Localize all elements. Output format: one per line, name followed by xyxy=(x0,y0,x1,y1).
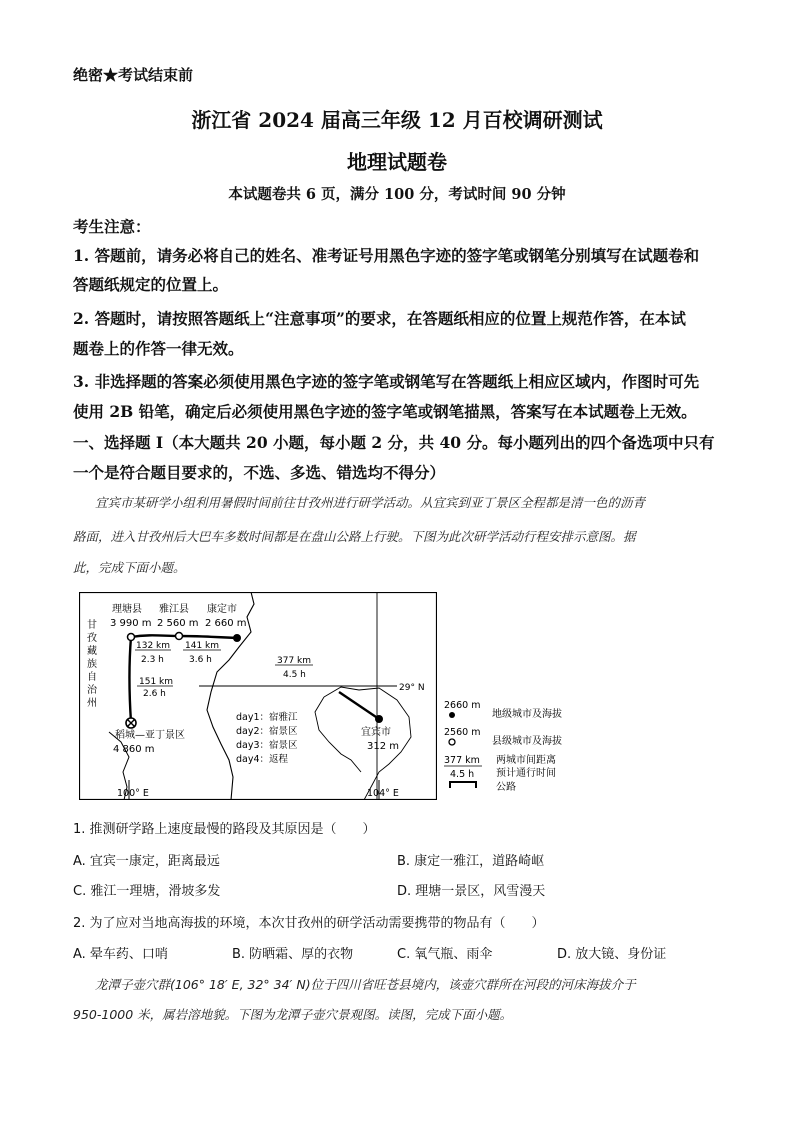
legend-city-label: 地级城市及海拔 xyxy=(492,709,562,720)
q1-option-c[interactable]: C. 雅江一理塘，滑坡多发 xyxy=(73,884,221,899)
q1-option-b[interactable]: B. 康定一雅江，道路崎岖 xyxy=(397,854,545,869)
passage-2-line-1: 龙潭子壶穴群(106° 18′ E, 32° 34′ N)位于四川省旺苍县境内，该壶穴群所在河段的河床海拔介于 xyxy=(95,977,636,992)
passage-1-line-2: 路面，进入甘孜州后大巴车多数时间都是在盘山公路上行驶。下图为此次研学活动行程安排示意图。据 xyxy=(73,529,636,544)
legend-county-marker xyxy=(449,739,455,745)
exam-title: 浙江省 2024 届高三年级 12 月百校调研测试 xyxy=(191,108,603,132)
dist-4-time: 4.5 h xyxy=(283,670,306,680)
region-char-3: 藏 xyxy=(87,646,97,657)
litang-altitude: 3 990 m xyxy=(110,618,152,629)
q1-option-d[interactable]: D. 理塘一景区，风雪漫天 xyxy=(397,884,546,899)
itinerary-day1: day1：宿雅江 xyxy=(236,712,298,723)
kangding-label: 康定市 xyxy=(207,604,237,615)
dist-3-time: 2.6 h xyxy=(143,689,166,699)
yajiang-label: 雅江县 xyxy=(159,604,189,615)
legend-county-label: 县级城市及海拔 xyxy=(492,736,562,747)
dist-1-km: 132 km xyxy=(136,641,171,651)
q2-option-d[interactable]: D. 放大镜、身份证 xyxy=(557,947,667,962)
legend-county-altitude: 2560 m xyxy=(444,727,481,738)
q2-option-a[interactable]: A. 晕车药、口哨 xyxy=(73,947,168,962)
longitude-100-label: 100° E xyxy=(117,788,149,799)
subject-title: 地理试题卷 xyxy=(347,150,447,174)
litang-label: 理塘县 xyxy=(112,604,142,615)
kangding-city-marker xyxy=(233,634,241,642)
daocheng-label: 稻城—亚丁景区 xyxy=(115,730,185,741)
yajiang-altitude: 2 560 m xyxy=(157,618,199,629)
passage-1-line-3: 此，完成下面小题。 xyxy=(73,560,186,575)
legend-city-marker xyxy=(449,712,455,718)
legend-road-icon xyxy=(450,782,476,788)
notice-item-3-line-2: 使用 2B 铅笔，确定后必须使用黑色字迹的签字笔或钢笔描黑，答案写在本试题卷上无效。 xyxy=(73,402,697,421)
q2-option-c[interactable]: C. 氧气瓶、雨伞 xyxy=(397,947,493,962)
q1-option-a[interactable]: A. 宜宾一康定，距离最远 xyxy=(73,854,220,869)
region-char-7: 州 xyxy=(87,698,97,709)
region-char-1: 甘 xyxy=(87,620,97,631)
region-char-2: 孜 xyxy=(87,633,97,644)
passage-2-line-2: 950-1000 米，属岩溶地貌。下图为龙潭子壶穴景观图。读图，完成下面小题。 xyxy=(73,1007,513,1022)
legend-time-label: 预计通行时间 xyxy=(496,768,556,779)
dist-4-km: 377 km xyxy=(277,656,312,666)
legend-time-value: 4.5 h xyxy=(450,769,475,780)
legend-road-label: 公路 xyxy=(496,782,516,793)
itinerary-day2: day2：宿景区 xyxy=(236,726,298,737)
confidential-mark: 绝密★考试结束前 xyxy=(73,66,194,84)
notice-item-1-line-1: 1. 答题前，请务必将自己的姓名、准考证号用黑色字迹的签字笔或钢笔分别填写在试题卷和 xyxy=(73,246,700,265)
q2-option-b[interactable]: B. 防晒霜、厚的衣物 xyxy=(232,947,354,962)
notice-item-1-line-2: 答题纸规定的位置上。 xyxy=(73,275,229,294)
legend-distance-value: 377 km xyxy=(444,755,480,766)
exam-info: 本试题卷共 6 页，满分 100 分，考试时间 90 分钟 xyxy=(228,186,566,203)
q2-stem: 2. 为了应对当地高海拔的环境，本次甘孜州的研学活动需要携带的物品有（ ） xyxy=(73,916,545,931)
legend-city-altitude: 2660 m xyxy=(444,700,481,711)
notice-item-2-line-2: 题卷上的作答一律无效。 xyxy=(73,339,244,358)
latitude-label: 29° N xyxy=(399,683,425,693)
passage-1-line-1: 宜宾市某研学小组利用暑假时间前往甘孜州进行研学活动。从宜宾到亚丁景区全程都是清一色的沥青 xyxy=(95,495,646,510)
notice-item-3-line-1: 3. 非选择题的答案必须使用黑色字迹的签字笔或钢笔写在答题纸上相应区域内，作图时可先 xyxy=(73,372,700,391)
litang-county-marker xyxy=(128,634,135,641)
notice-heading: 考生注意： xyxy=(73,217,151,236)
notice-item-2-line-1: 2. 答题时，请按照答题纸上“注意事项”的要求，在答题纸相应的位置上规范作答，在本试 xyxy=(73,309,686,328)
map-legend xyxy=(438,680,598,795)
dist-2-time: 3.6 h xyxy=(189,655,212,665)
yibin-altitude: 312 m xyxy=(367,741,400,752)
yibin-city-marker xyxy=(375,715,383,723)
yibin-label: 宜宾市 xyxy=(361,727,391,738)
region-char-6: 治 xyxy=(87,685,97,696)
itinerary-day3: day3：宿景区 xyxy=(236,740,298,751)
yajiang-county-marker xyxy=(176,633,183,640)
dist-2-km: 141 km xyxy=(185,641,220,651)
region-char-5: 自 xyxy=(87,672,97,683)
section-heading-line-1: 一、选择题 Ⅰ（本大题共 20 小题，每小题 2 分，共 40 分。每小题列出的四个备选项中只有 xyxy=(73,433,715,452)
section-heading-line-2: 一个是符合题目要求的，不选、多选、错选均不得分） xyxy=(73,463,446,482)
dist-3-km: 151 km xyxy=(139,677,174,687)
dist-1-time: 2.3 h xyxy=(141,655,164,665)
route-map xyxy=(79,592,437,800)
q1-stem: 1. 推测研学路上速度最慢的路段及其原因是（ ） xyxy=(73,822,376,837)
longitude-104-label: 104° E xyxy=(367,788,399,799)
itinerary-day4: day4：返程 xyxy=(236,754,289,765)
daocheng-altitude: 4 860 m xyxy=(113,744,155,755)
kangding-altitude: 2 660 m xyxy=(205,618,247,629)
region-char-4: 族 xyxy=(87,659,97,670)
legend-distance-label: 两城市间距离 xyxy=(496,755,556,766)
